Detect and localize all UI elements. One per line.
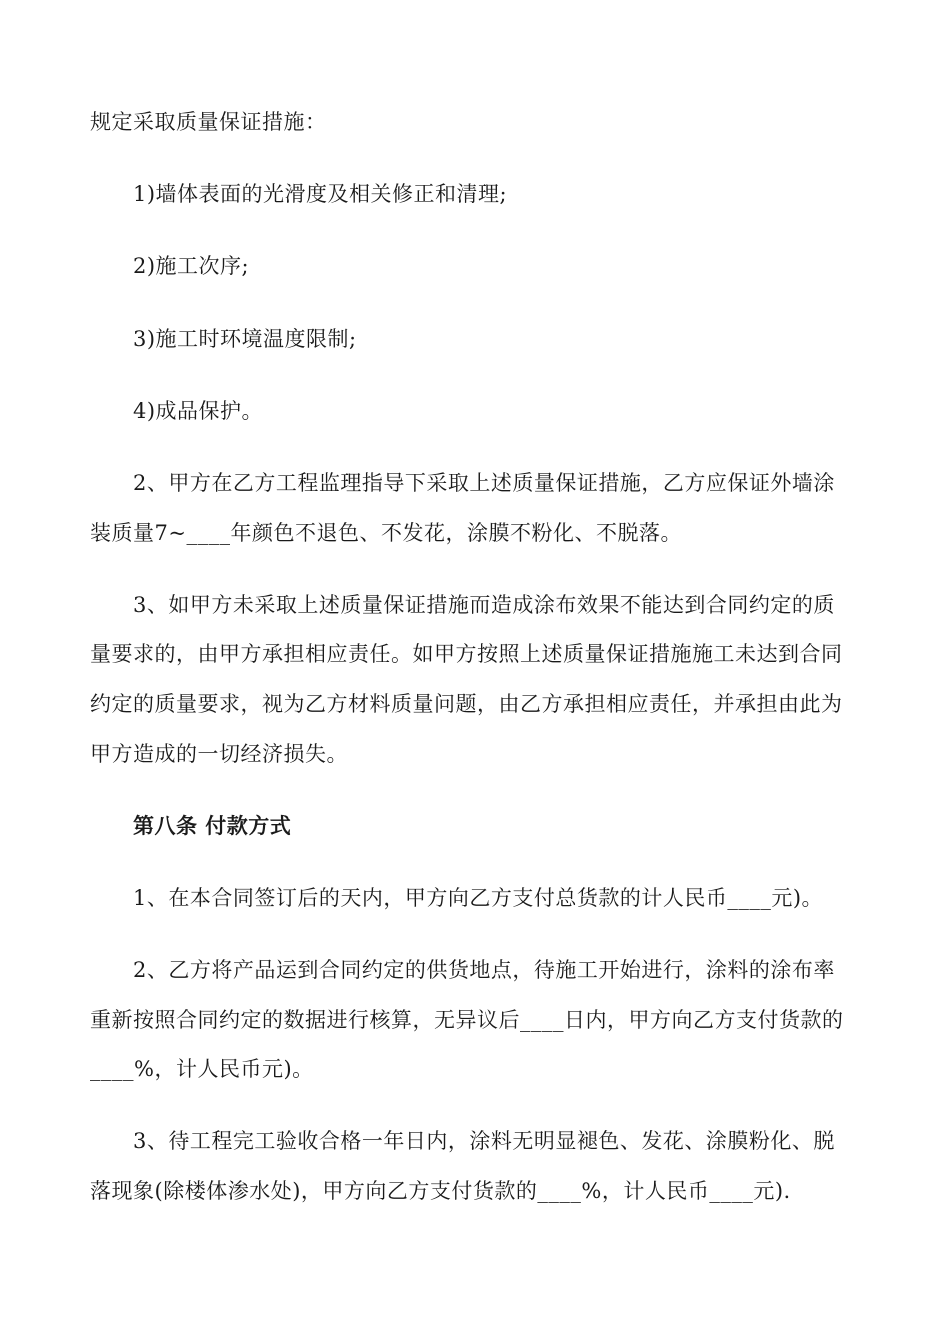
paragraph-line: 1、在本合同签订后的天内，甲方向乙方支付总货款的计人民币____元)。 <box>133 886 824 910</box>
paragraph-line: 甲方造成的一切经济损失。 <box>90 742 348 766</box>
text-line: 规定采取质量保证措施： <box>90 110 327 134</box>
paragraph-line: 2、甲方在乙方工程监理指导下采取上述质量保证措施，乙方应保证外墙涂 <box>133 471 835 495</box>
paragraph-line: 重新按照合同约定的数据进行核算，无异议后____日内，甲方向乙方支付货款的 <box>90 1008 844 1032</box>
paragraph-line: 约定的质量要求，视为乙方材料质量问题，由乙方承担相应责任，并承担由此为 <box>90 692 843 716</box>
list-item: 3)施工时环境温度限制; <box>133 327 357 351</box>
list-item: 4)成品保护。 <box>133 399 264 423</box>
paragraph-line: 3、如甲方未采取上述质量保证措施而造成涂布效果不能达到合同约定的质 <box>133 593 835 617</box>
paragraph-line: 落现象(除楼体渗水处)，甲方向乙方支付货款的____%，计人民币____元). <box>90 1179 791 1203</box>
paragraph-line: ____%，计人民币元)。 <box>90 1057 314 1081</box>
paragraph-line: 3、待工程完工验收合格一年日内，涂料无明显褪色、发花、涂膜粉化、脱 <box>133 1129 835 1153</box>
paragraph-line: 量要求的，由甲方承担相应责任。如甲方按照上述质量保证措施施工未达到合同 <box>90 642 843 666</box>
list-item: 1)墙体表面的光滑度及相关修正和清理; <box>133 182 508 206</box>
paragraph-line: 2、乙方将产品运到合同约定的供货地点，待施工开始进行，涂料的涂布率 <box>133 958 835 982</box>
section-heading: 第八条 付款方式 <box>133 814 292 838</box>
list-item: 2)施工次序; <box>133 254 250 278</box>
paragraph-line: 装质量7~____年颜色不退色、不发花，涂膜不粉化、不脱落。 <box>90 521 682 545</box>
